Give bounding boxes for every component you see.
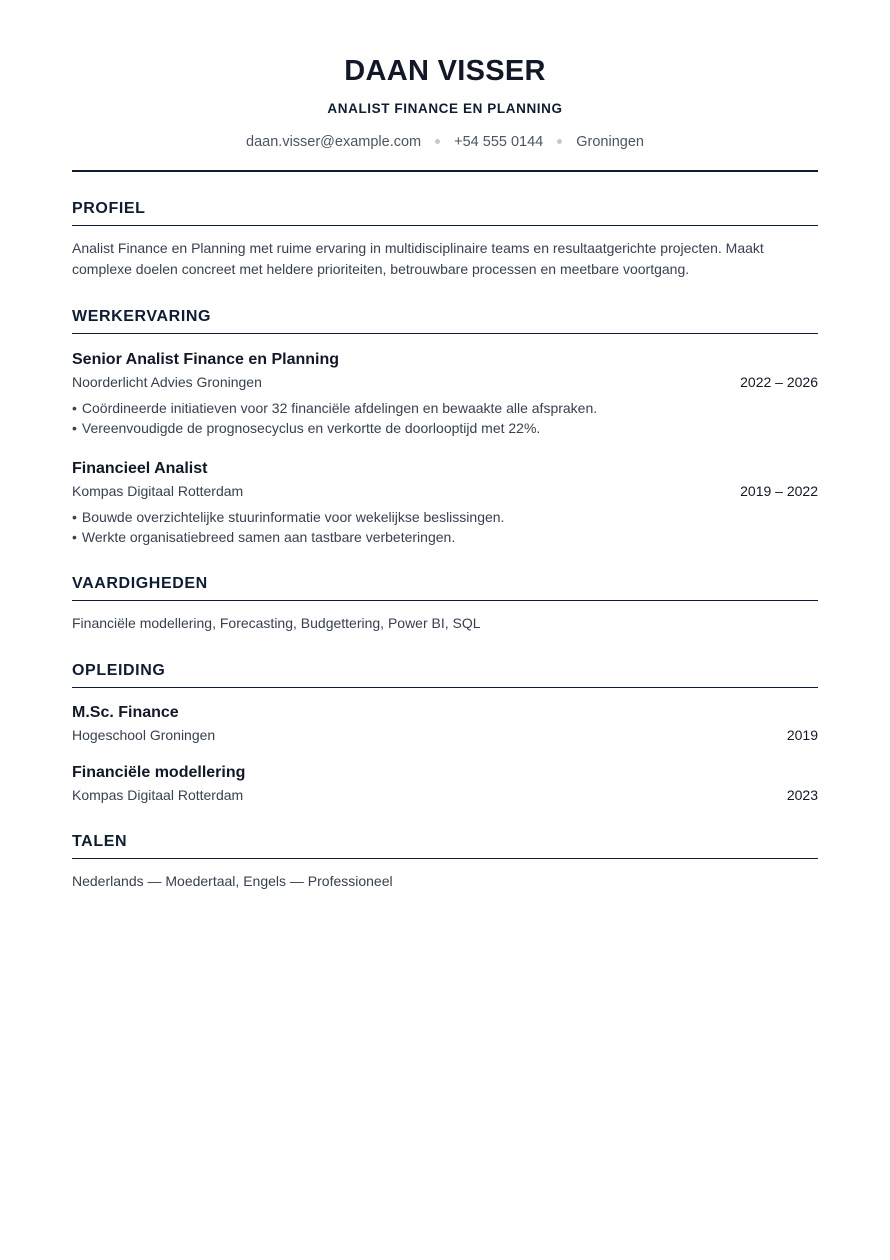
languages-text: Nederlands — Moedertaal, Engels — Professioneel: [72, 873, 393, 889]
experience-section: [72, 307, 818, 547]
bullet-item: • Coördineerde initiatieven voor 32 financiële afdelingen en bewaakte alle afspraken.: [72, 400, 598, 416]
school-name: Kompas Digitaal Rotterdam: [72, 787, 244, 803]
email-link[interactable]: daan.visser@example.com: [246, 134, 422, 150]
degree-name: Financiële modellering: [72, 764, 246, 781]
job-dates: 2022 – 2026: [740, 374, 818, 390]
job-title-entry: Financieel Analist: [72, 460, 208, 477]
job-entry: [72, 349, 818, 438]
education-year: 2023: [786, 787, 818, 803]
company-name: Kompas Digitaal Rotterdam: [72, 483, 244, 499]
resume-header: [72, 0, 818, 172]
languages-section: [72, 832, 818, 892]
bullet-item: • Vereenvoudigde de prognosecyclus en verkortte de doorlooptijd met 22%.: [72, 420, 541, 436]
education-year: 2019: [786, 727, 818, 743]
education-entry: [72, 762, 818, 805]
bullet-icon: •: [72, 529, 77, 545]
profile-section: [72, 199, 818, 280]
bullet-icon: •: [72, 509, 77, 525]
header-divider: [72, 170, 818, 172]
profile-text: Analist Finance en Planning met ruime ervaring in multidisciplinaire teams en resultaatgerichte projecten. Maakt complexe doelen concreet met heldere prioriteiten, betrouwbare processen en meetbare voortgang.: [72, 240, 764, 277]
location: Groningen: [576, 134, 644, 150]
job-bullets: [72, 398, 818, 438]
bullet-icon: •: [72, 400, 77, 416]
school-name: Hogeschool Groningen: [72, 727, 216, 743]
skills-text: Financiële modellering, Forecasting, Budgettering, Power BI, SQL: [72, 615, 481, 631]
company-name: Noorderlicht Advies Groningen: [72, 374, 262, 390]
education-entry: [72, 702, 818, 745]
job-dates: 2019 – 2022: [740, 483, 818, 499]
job-title-entry: Senior Analist Finance en Planning: [72, 351, 340, 368]
job-title: ANALIST FINANCE EN PLANNING: [327, 101, 563, 116]
section-heading-skills: VAARDIGHEDEN: [72, 574, 818, 601]
contact-line: [72, 132, 818, 152]
skills-section: [72, 574, 818, 634]
bullet-icon: •: [72, 420, 77, 436]
bullet-item: • Bouwde overzichtelijke stuurinformatie voor wekelijkse beslissingen.: [72, 509, 505, 525]
candidate-name: DAAN VISSER: [344, 55, 546, 87]
section-heading-education: OPLEIDING: [72, 661, 818, 688]
section-heading-languages: TALEN: [72, 832, 818, 859]
education-section: [72, 661, 818, 805]
section-heading-experience: WERKERVARING: [72, 307, 818, 334]
resume-page: [72, 0, 818, 892]
job-bullets: [72, 507, 818, 547]
section-heading-profile: PROFIEL: [72, 199, 818, 226]
bullet-item: • Werkte organisatiebreed samen aan tastbare verbeteringen.: [72, 529, 456, 545]
separator-dot: [557, 139, 562, 144]
phone-number[interactable]: +54 555 0144: [454, 134, 544, 150]
job-entry: [72, 458, 818, 547]
separator-dot: [435, 139, 440, 144]
degree-name: M.Sc. Finance: [72, 704, 179, 721]
